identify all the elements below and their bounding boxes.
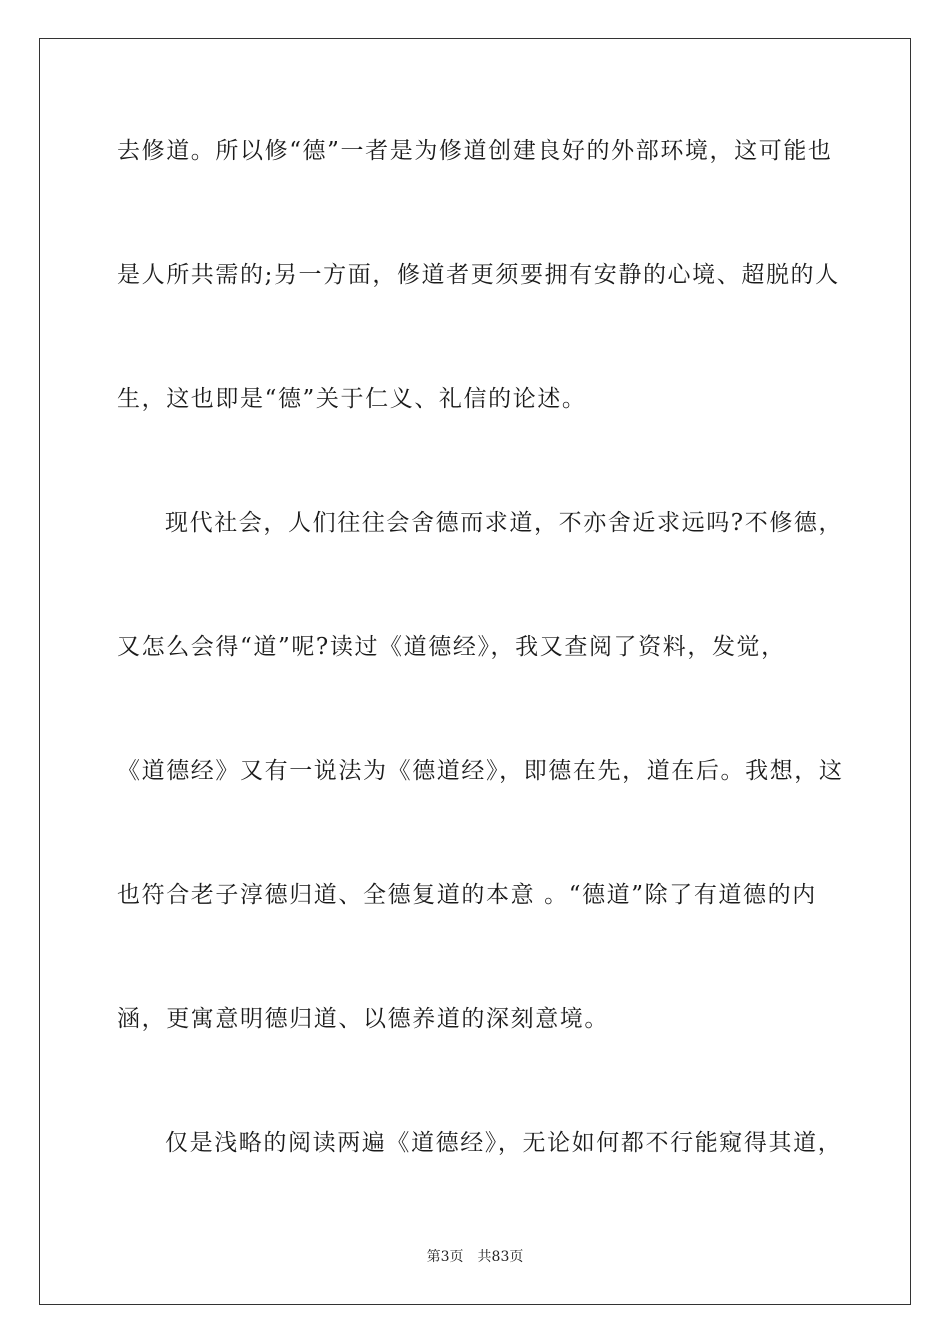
paragraph-line: 去修道。所以修“德”一者是为修道创建良好的外部环境，这可能也: [117, 138, 833, 164]
page-border: [39, 38, 911, 1305]
paragraph-line: 生，这也即是“德”关于仁义、礼信的论述。: [117, 386, 587, 412]
paragraph-line: 《道德经》又有一说法为《德道经》，即德在先，道在后。我想，这: [117, 758, 844, 784]
paragraph-line: 现代社会，人们往往会舍德而求道，不亦舍近求远吗?不修德，: [165, 510, 844, 536]
paragraph-line: 又怎么会得“道”呢?读过《道德经》，我又查阅了资料，发觉，: [117, 634, 786, 660]
paragraph-line: 涵，更寓意明德归道、以德养道的深刻意境。: [117, 1006, 609, 1032]
current-page-label: 第3页: [426, 1249, 464, 1265]
paragraph-line: 也符合老子淳德归道、全德复道的本意 。“德道”除了有道德的内: [117, 882, 817, 908]
paragraph-line: 仅是浅略的阅读两遍《道德经》，无论如何都不行能窥得其道，: [165, 1130, 843, 1156]
total-pages-label: 共83页: [477, 1249, 524, 1265]
page-footer: [0, 1246, 950, 1266]
paragraph-line: 是人所共需的;另一方面，修道者更须要拥有安静的心境、超脱的人: [117, 262, 840, 288]
